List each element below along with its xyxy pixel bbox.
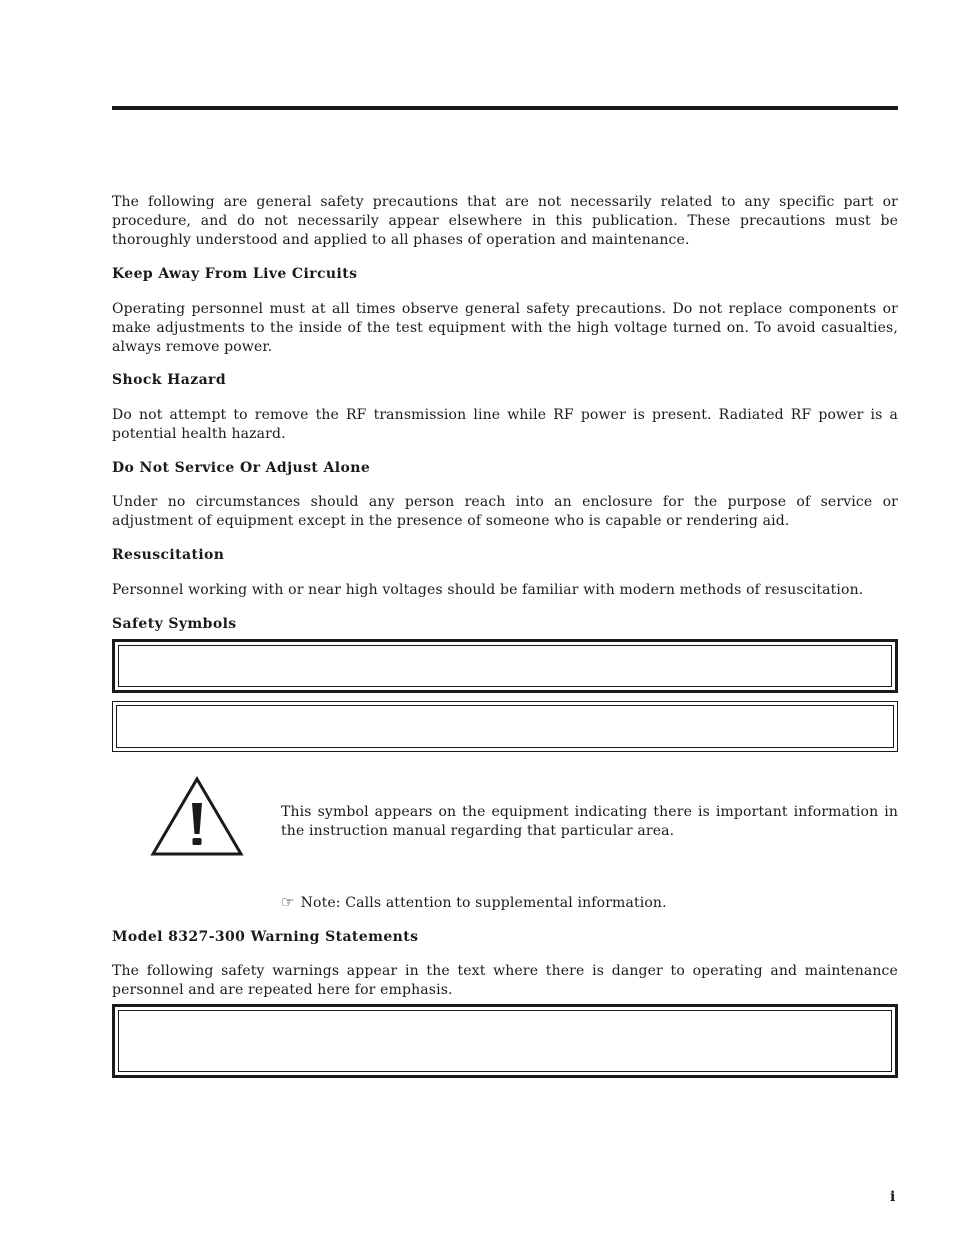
caution-box-inner-frame [116, 705, 894, 748]
warning-box-inner-frame [118, 645, 892, 687]
warning-statement-box [112, 1004, 898, 1078]
heading-live-circuits: Keep Away From Live Circuits [112, 266, 358, 282]
caution-box [112, 701, 898, 752]
paragraph-shock-hazard: Do not attempt to remove the RF transmission line while RF power is present. Radiated RF power is a potential health hazard. [112, 407, 898, 442]
page-number: i [890, 1189, 896, 1205]
note-text: Note: Calls attention to supplemental information. [300, 895, 667, 911]
heading-safety-symbols: Safety Symbols [112, 616, 237, 632]
warning-triangle-exclamation-icon [150, 776, 244, 858]
pointing-hand-icon: ☞ [281, 893, 295, 911]
paragraph-live-circuits: Operating personnel must at all times observe general safety precautions. Do not replace components or make adjustments to the inside of the test equipment with the high voltage turned on. To avoid casualties, always remove power. [112, 301, 898, 355]
note-line [281, 893, 667, 913]
paragraph-warning-statements: The following safety warnings appear in the text where there is danger to operating and maintenance personnel and are repeated here for emphasis. [112, 963, 898, 998]
paragraph-resuscitation: Personnel working with or near high voltages should be familiar with modern methods of resuscitation. [112, 582, 864, 598]
paragraph-service-alone: Under no circumstances should any person reach into an enclosure for the purpose of service or adjustment of equipment except in the presence of someone who is capable or rendering aid. [112, 494, 898, 529]
heading-resuscitation: Resuscitation [112, 547, 225, 563]
heading-service-alone: Do Not Service Or Adjust Alone [112, 460, 371, 476]
intro-paragraph: The following are general safety precautions that are not necessarily related to any specific part or procedure, and do not necessarily appear elsewhere in this publication. These precautions must be thoroughly understood and applied to all phases of operation and maintenance. [112, 194, 898, 248]
top-rule [112, 106, 898, 110]
caution-symbol-description: This symbol appears on the equipment indicating there is important information in the instruction manual regarding that particular area. [281, 804, 898, 839]
heading-shock-hazard: Shock Hazard [112, 372, 227, 388]
warning-statement-box-inner-frame [118, 1010, 892, 1072]
heading-warning-statements: Model 8327-300 Warning Statements [112, 929, 419, 945]
warning-box [112, 639, 898, 693]
